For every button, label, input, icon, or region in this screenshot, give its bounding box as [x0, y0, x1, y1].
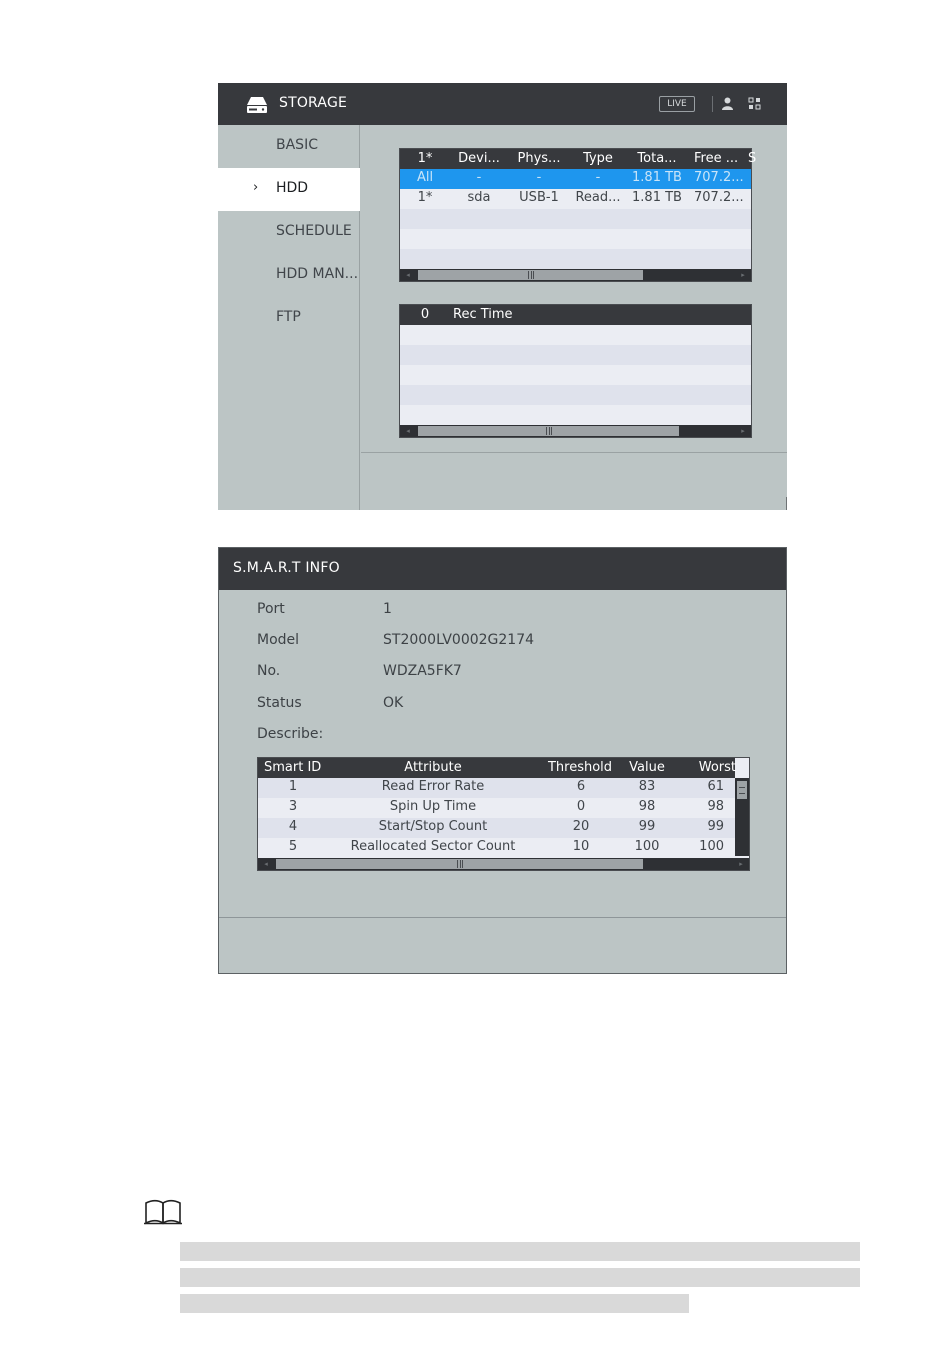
column-header[interactable]: Rec Time: [453, 307, 513, 322]
table-cell: sda: [467, 190, 491, 205]
content-divider: [361, 452, 787, 453]
table-cell: -: [476, 170, 482, 185]
sidebar-item-label: SCHEDULE: [276, 223, 352, 239]
serial-label: No.: [257, 663, 281, 679]
note-text-redacted: [180, 1242, 860, 1261]
horizontal-scrollbar[interactable]: [400, 425, 751, 437]
column-header[interactable]: Free ...: [694, 151, 739, 166]
table-row[interactable]: [400, 189, 751, 209]
table-cell: 707.2...: [694, 170, 744, 185]
scroll-left-icon[interactable]: ◂: [406, 427, 410, 435]
book-icon: [143, 1199, 183, 1225]
rec-table-header: [400, 305, 751, 325]
table-cell: Spin Up Time: [389, 799, 477, 814]
column-header[interactable]: Smart ID: [264, 760, 322, 775]
sidebar-item-label: HDD MAN...: [276, 266, 359, 282]
hdd-table-header: [400, 149, 757, 169]
table-cell: -: [595, 170, 601, 185]
column-header[interactable]: Attribute: [404, 760, 462, 775]
table-cell: 707.2...: [694, 190, 744, 205]
column-header[interactable]: Type: [583, 151, 613, 166]
column-header[interactable]: Worst: [698, 760, 736, 775]
sidebar-item-label: BASIC: [276, 137, 318, 153]
column-header[interactable]: 1*: [417, 151, 433, 166]
status-label: Status: [257, 695, 302, 711]
sidebar-item-basic[interactable]: [218, 125, 360, 168]
hdd-table: [399, 148, 757, 282]
table-row: [400, 385, 751, 405]
table-cell: 98: [707, 799, 724, 814]
table-row[interactable]: [258, 818, 735, 838]
table-cell: 99: [638, 819, 656, 834]
hdd-icon: [246, 96, 268, 114]
table-cell: USB-1: [519, 190, 559, 205]
table-cell: 100: [699, 839, 724, 854]
scrollbar-thumb[interactable]: [418, 426, 679, 436]
storage-titlebar: [218, 83, 787, 125]
table-cell: 3: [288, 799, 298, 814]
column-header[interactable]: Phys...: [517, 151, 561, 166]
model-value: ST2000LV0002G2174: [383, 632, 535, 648]
table-cell: 1*: [417, 190, 433, 205]
scroll-left-icon[interactable]: ◂: [406, 271, 410, 279]
table-row: [400, 365, 751, 385]
sidebar-item-schedule[interactable]: [218, 211, 360, 254]
table-row: [400, 405, 751, 425]
table-row: [400, 209, 751, 229]
table-cell: 10: [572, 839, 590, 854]
status-value: OK: [383, 695, 404, 711]
scrollbar-thumb[interactable]: [418, 270, 643, 280]
titlebar-divider: [712, 96, 713, 112]
scrollbar-thumb[interactable]: [737, 781, 747, 799]
model-label: Model: [257, 632, 300, 648]
storage-sidebar: [218, 125, 360, 510]
smart-attributes-table: [257, 757, 750, 871]
horizontal-scrollbar[interactable]: [400, 269, 751, 281]
column-header[interactable]: Tota...: [637, 151, 677, 166]
smart-titlebar: [219, 548, 786, 590]
table-row[interactable]: [258, 778, 735, 798]
window-title: STORAGE: [279, 95, 348, 111]
user-icon[interactable]: [722, 97, 733, 110]
table-cell: 99: [707, 819, 724, 834]
describe-label: Describe:: [257, 726, 324, 742]
table-cell: 100: [634, 839, 660, 854]
table-cell: Read Error Rate: [381, 779, 485, 794]
table-cell: 1: [288, 779, 298, 794]
table-cell: -: [536, 170, 542, 185]
column-header[interactable]: Devi...: [458, 151, 500, 166]
smart-table-header: [258, 758, 735, 778]
note-text-redacted: [180, 1294, 689, 1313]
table-cell: 1.81 TB: [632, 190, 682, 205]
sidebar-item-ftp[interactable]: [218, 297, 360, 340]
column-header[interactable]: Threshold: [547, 760, 613, 775]
table-cell: 83: [638, 779, 656, 794]
serial-value: WDZA5FK7: [383, 663, 462, 679]
column-header[interactable]: Value: [629, 760, 665, 775]
window-edge: [786, 497, 787, 510]
chevron-right-icon: ›: [253, 180, 259, 195]
live-button[interactable]: LIVE: [659, 96, 695, 112]
table-cell: 98: [638, 799, 656, 814]
table-cell: Reallocated Sector Count: [350, 839, 516, 854]
scroll-right-icon[interactable]: ▸: [741, 427, 745, 435]
window-title: S.M.A.R.T INFO: [233, 560, 340, 576]
grid-icon[interactable]: [749, 98, 760, 109]
vertical-scrollbar[interactable]: [735, 778, 749, 856]
table-cell: 1.81 TB: [632, 170, 682, 185]
table-cell: 5: [288, 839, 298, 854]
content-divider: [219, 917, 786, 918]
sidebar-item-label: HDD: [276, 180, 309, 196]
table-row[interactable]: [400, 169, 751, 189]
smart-info-window: [218, 547, 787, 974]
table-row[interactable]: [258, 798, 735, 818]
table-cell: Start/Stop Count: [378, 819, 488, 834]
table-cell: 0: [576, 799, 586, 814]
table-row: [400, 249, 751, 269]
scroll-right-icon[interactable]: ▸: [741, 271, 745, 279]
note-text-redacted: [180, 1268, 860, 1287]
scroll-right-icon[interactable]: ▸: [739, 860, 743, 868]
sidebar-item-label: FTP: [276, 309, 301, 325]
table-row: [400, 229, 751, 249]
table-row: [400, 345, 751, 365]
port-value: 1: [383, 601, 392, 617]
table-cell: 20: [572, 819, 590, 834]
rec-time-table: [399, 304, 752, 438]
sidebar-item-hdd-manage[interactable]: [218, 254, 360, 297]
column-header[interactable]: S: [748, 151, 757, 166]
scrollbar-thumb[interactable]: [276, 859, 643, 869]
horizontal-scrollbar[interactable]: [258, 858, 749, 870]
port-label: Port: [257, 601, 285, 617]
storage-window: [218, 83, 787, 510]
table-cell: 6: [576, 779, 586, 794]
table-cell: 4: [288, 819, 298, 834]
table-cell: Read...: [575, 190, 621, 205]
table-cell: All: [416, 170, 434, 185]
table-row: [400, 325, 751, 345]
column-header[interactable]: 0: [420, 307, 430, 322]
table-cell: 61: [707, 779, 724, 794]
scroll-left-icon[interactable]: ◂: [264, 860, 268, 868]
sidebar-item-hdd[interactable]: [218, 168, 360, 211]
table-row[interactable]: [258, 838, 735, 858]
